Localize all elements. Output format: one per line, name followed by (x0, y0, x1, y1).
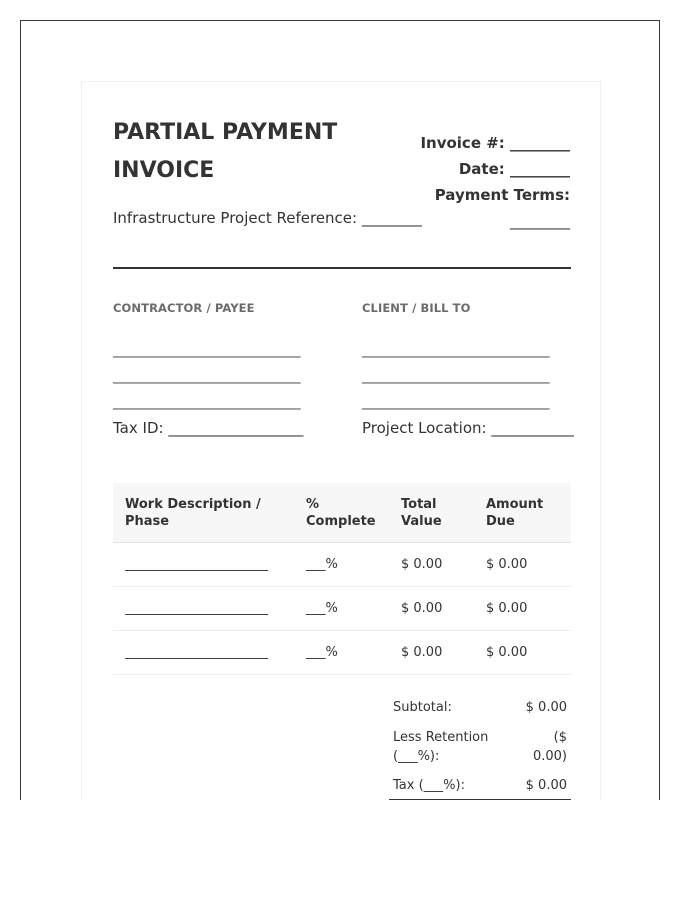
contractor-line-3[interactable]: _________________________ (113, 392, 301, 410)
col-header-description: Work Description / Phase (113, 483, 294, 543)
row-total: $ 0.00 (389, 587, 474, 631)
contractor-line-2[interactable]: _________________________ (113, 366, 301, 384)
client-line-3[interactable]: _________________________ (362, 392, 550, 410)
payment-terms-label: Payment Terms: (434, 186, 570, 204)
retention-row (389, 724, 571, 772)
tax-row (389, 772, 571, 800)
page-frame (20, 20, 660, 800)
invoice-title: PARTIAL PAYMENT INVOICE (113, 120, 338, 183)
row-description[interactable]: ______________________ (113, 631, 294, 675)
client-section (362, 301, 577, 440)
subtotal-label: Subtotal: (393, 700, 452, 715)
work-items-table (113, 483, 571, 675)
project-location-field[interactable]: Project Location: ___________ (362, 419, 574, 437)
row-total: $ 0.00 (389, 631, 474, 675)
row-amount: $ 0.00 (474, 631, 571, 675)
tax-value: $ 0.00 (525, 778, 567, 793)
retention-label: Less Retention (___%): (393, 730, 489, 764)
row-percent[interactable]: ___% (294, 631, 389, 675)
subtotal-row (389, 694, 571, 722)
client-line-1[interactable]: _________________________ (362, 340, 550, 358)
invoice-meta (420, 130, 570, 234)
tax-label: Tax (___%): (393, 778, 465, 793)
table-row (113, 631, 571, 675)
row-percent[interactable]: ___% (294, 587, 389, 631)
tax-id-field[interactable]: Tax ID: __________________ (113, 419, 304, 437)
row-percent[interactable]: ___% (294, 543, 389, 587)
client-line-2[interactable]: _________________________ (362, 366, 550, 384)
contractor-section (113, 301, 328, 440)
subtotal-value: $ 0.00 (525, 700, 567, 715)
col-header-total: Total Value (389, 483, 474, 543)
retention-value: ($ 0.00) (532, 730, 567, 764)
header-divider (113, 267, 571, 269)
date-field[interactable]: Date: ________ (458, 160, 570, 178)
project-reference-field[interactable]: Infrastructure Project Reference: ________ (113, 209, 422, 227)
row-total: $ 0.00 (389, 543, 474, 587)
row-amount: $ 0.00 (474, 587, 571, 631)
invoice-sheet (81, 81, 601, 800)
invoice-number-field[interactable]: Invoice #: ________ (420, 134, 570, 152)
table-row (113, 587, 571, 631)
row-description[interactable]: ______________________ (113, 587, 294, 631)
table-header-row (113, 483, 571, 543)
col-header-percent: % Complete (294, 483, 389, 543)
contractor-line-1[interactable]: _________________________ (113, 340, 301, 358)
payment-terms-field[interactable]: ________ (510, 212, 570, 230)
contractor-heading: CONTRACTOR / PAYEE (113, 301, 255, 315)
row-description[interactable]: ______________________ (113, 543, 294, 587)
client-heading: CLIENT / BILL TO (362, 301, 471, 315)
row-amount: $ 0.00 (474, 543, 571, 587)
table-row (113, 543, 571, 587)
totals-summary (389, 694, 571, 800)
col-header-amount: Amount Due (474, 483, 571, 543)
